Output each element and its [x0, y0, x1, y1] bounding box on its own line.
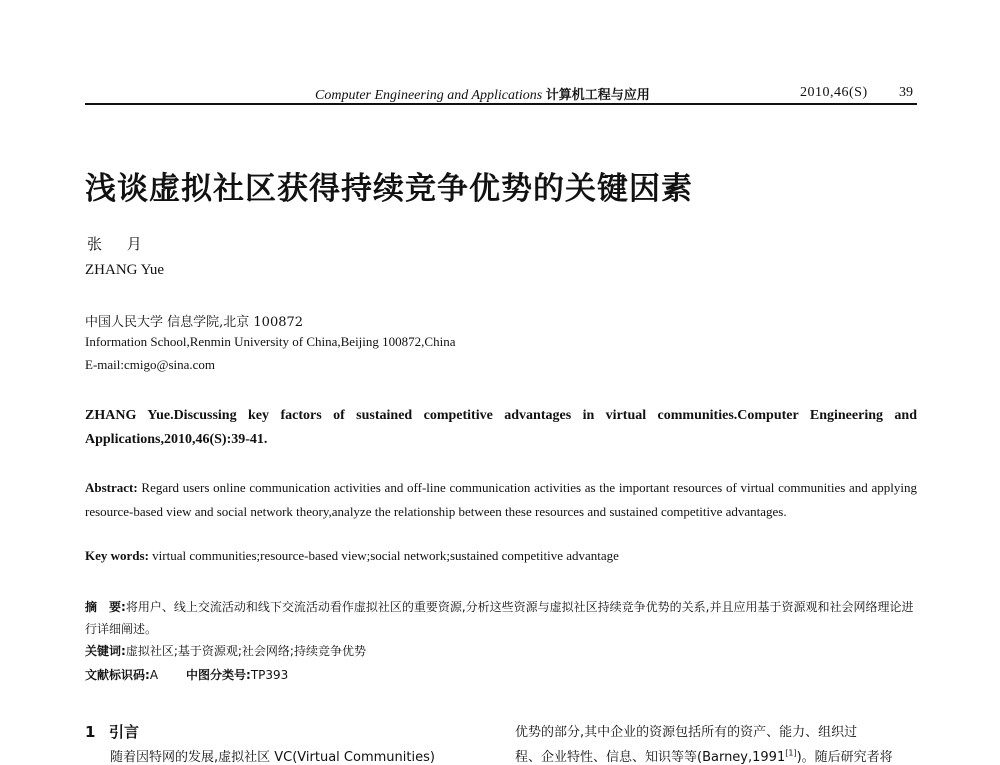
abstract-label: Abstract:	[85, 480, 138, 495]
keywords-en	[85, 546, 917, 566]
reference-marker: [1]	[785, 748, 797, 758]
journal-name-cn: 计算机工程与应用	[545, 88, 650, 103]
journal-name-en: Computer Engineering and Applications	[315, 88, 543, 103]
class-code-value: TP393	[250, 668, 289, 682]
affiliation-en: Information School,Renmin University of China,Beijing 100872,China	[85, 334, 456, 349]
body-right-line-2	[515, 746, 893, 765]
keywords-cn	[85, 642, 366, 659]
author-name-cn: 张 月	[87, 235, 152, 253]
abstract-en	[85, 476, 917, 524]
section-heading	[85, 721, 139, 742]
citation: ZHANG Yue.Discussing key factors of sustained competitive advantages in virtual communities.Computer Engineering and Applications,2010,46(S):39-41.	[85, 408, 917, 447]
affiliation-cn: 中国人民大学 信息学院,北京 100872	[85, 315, 304, 330]
doc-code-label: 文献标识码:	[85, 668, 150, 682]
author-email: E-mail:cmigo@sina.com	[85, 357, 216, 372]
paper-title: 浅谈虚拟社区获得持续竞争优势的关键因素	[85, 171, 693, 207]
section-number: 1	[85, 723, 96, 741]
keywords-cn-label: 关键词:	[85, 644, 126, 658]
body-right-line-2-b: )。随后研究者将	[796, 750, 893, 765]
doc-code-value: A	[149, 668, 159, 682]
body-left-first-line: 随着因特网的发展,虚拟社区 VC(Virtual Communities)	[110, 750, 435, 765]
class-code-label: 中图分类号:	[186, 668, 251, 682]
header-rule	[85, 103, 917, 105]
abstract-text: Regard users online communication activities and off-line communication activities as the important resources of virtual communities and applying resource-based view and social network theory,analyze the relationship between these resources and sustained competitive advantages.	[85, 480, 917, 519]
body-right-line-1: 优势的部分,其中企业的资源包括所有的资产、能力、组织过	[515, 725, 858, 740]
running-header-journal	[315, 84, 650, 104]
volume-info: 2010,46(S)	[800, 85, 868, 100]
author-name-en: ZHANG Yue	[85, 262, 165, 278]
body-right-line-2-a: 程、企业特性、信息、知识等等(Barney,1991	[515, 750, 786, 765]
page-number: 39	[899, 85, 913, 100]
section-title: 引言	[109, 723, 140, 741]
keywords-text: virtual communities;resource-based view;social network;sustained competitive advantage	[148, 548, 619, 563]
abstract-cn-label: 摘 要:	[85, 600, 126, 614]
abstract-cn-text: 将用户、线上交流活动和线下交流活动看作虚拟社区的重要资源,分析这些资源与虚拟社区持续竞争优势的关系,并且应用基于资源观和社会网络理论进行详细阐述。	[85, 600, 914, 636]
keywords-label: Key words:	[85, 548, 149, 563]
classification-line	[85, 666, 288, 683]
keywords-cn-text: 虚拟社区;基于资源观;社会网络;持续竞争优势	[125, 644, 366, 658]
abstract-cn	[85, 596, 925, 640]
